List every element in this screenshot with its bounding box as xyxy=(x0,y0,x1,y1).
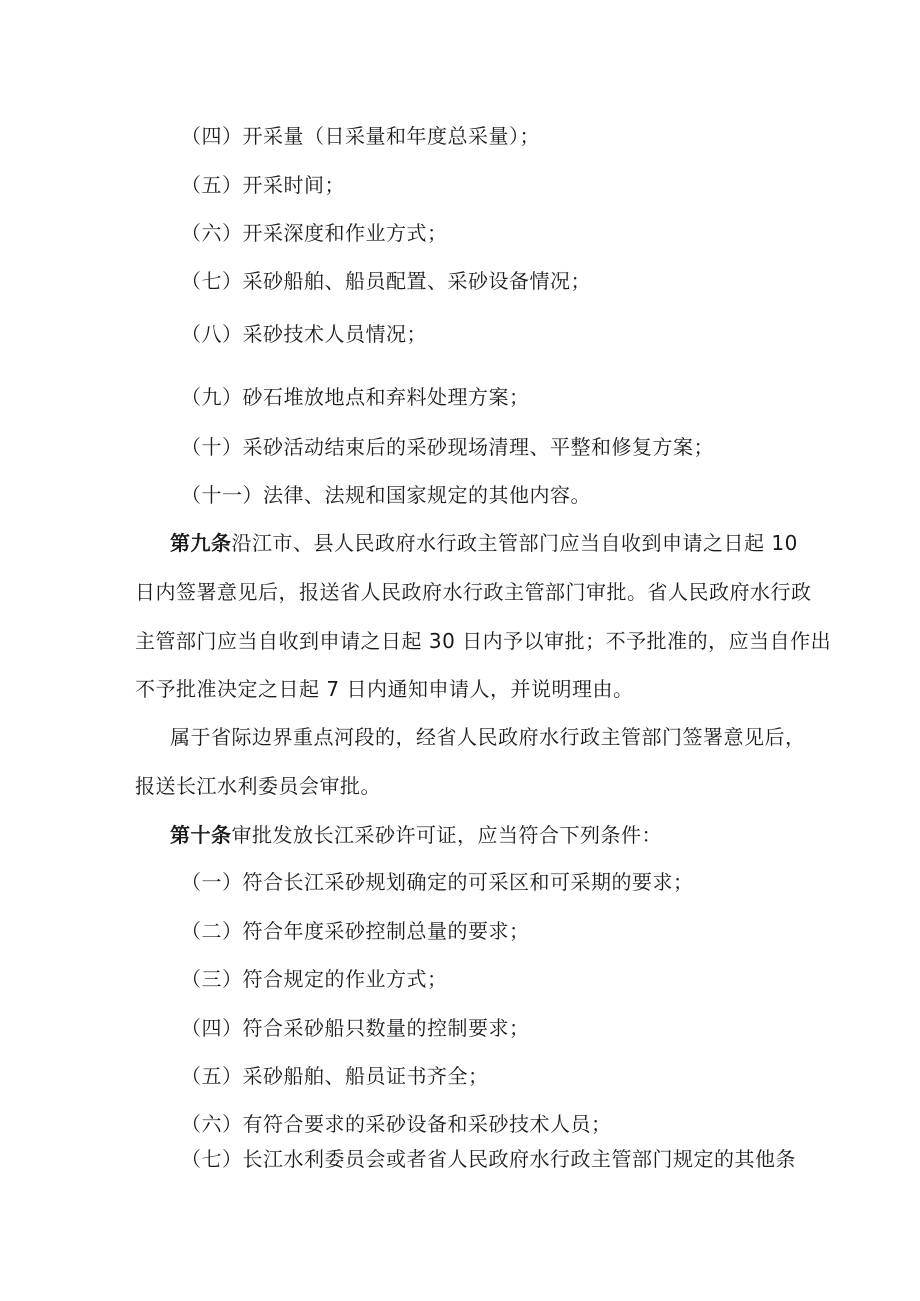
list-item: （四）符合采砂船只数量的控制要求； xyxy=(181,1016,530,1040)
article-10-heading: 第十条 xyxy=(170,823,232,847)
list-item: （三）符合规定的作业方式； xyxy=(181,967,448,991)
list-item: （二）符合年度采砂控制总量的要求； xyxy=(181,919,530,943)
list-item: （一）符合长江采砂规划确定的可采区和可采期的要求； xyxy=(181,870,694,894)
article-9-text: 沿江市、县人民政府水行政主管部门应当自收到申请之日起 10 xyxy=(231,531,798,555)
list-item: （七）采砂船舶、船员配置、采砂设备情况； xyxy=(181,269,591,293)
list-item: （十）采砂活动结束后的采砂现场清理、平整和修复方案； xyxy=(181,435,714,459)
list-item: （九）砂石堆放地点和弃料处理方案； xyxy=(181,385,530,409)
list-item: （六）开采深度和作业方式； xyxy=(181,221,448,245)
article-10-intro-line xyxy=(170,821,662,849)
article-10-intro: 审批发放长江采砂许可证，应当符合下列条件： xyxy=(231,823,662,847)
list-item: （八）采砂技术人员情况； xyxy=(181,322,427,346)
list-item: （四）开采量（日采量和年度总采量）； xyxy=(181,124,540,148)
list-item: （七）长江水利委员会或者省人民政府水行政主管部门规定的其他条 xyxy=(181,1147,796,1171)
article-9-line: 不予批准决定之日起 7 日内通知申请人，并说明理由。 xyxy=(135,677,634,701)
list-item: （六）有符合要求的采砂设备和采砂技术人员； xyxy=(181,1112,612,1136)
article-9-para2-line: 属于省际边界重点河段的，经省人民政府水行政主管部门签署意见后， xyxy=(170,725,806,749)
list-item: （五）采砂船舶、船员证书齐全； xyxy=(181,1064,489,1088)
list-item: （十一）法律、法规和国家规定的其他内容。 xyxy=(181,483,591,507)
article-9-line: 主管部门应当自收到申请之日起 30 日内予以审批；不予批准的，应当自作出 xyxy=(135,629,832,653)
article-9-line: 日内签署意见后，报送省人民政府水行政主管部门审批。省人民政府水行政 xyxy=(135,580,812,604)
article-9-para2-line: 报送长江水利委员会审批。 xyxy=(135,774,381,798)
list-item: （五）开采时间； xyxy=(181,173,345,197)
article-9-heading: 第九条 xyxy=(170,531,232,555)
article-9-first-line xyxy=(170,529,798,557)
